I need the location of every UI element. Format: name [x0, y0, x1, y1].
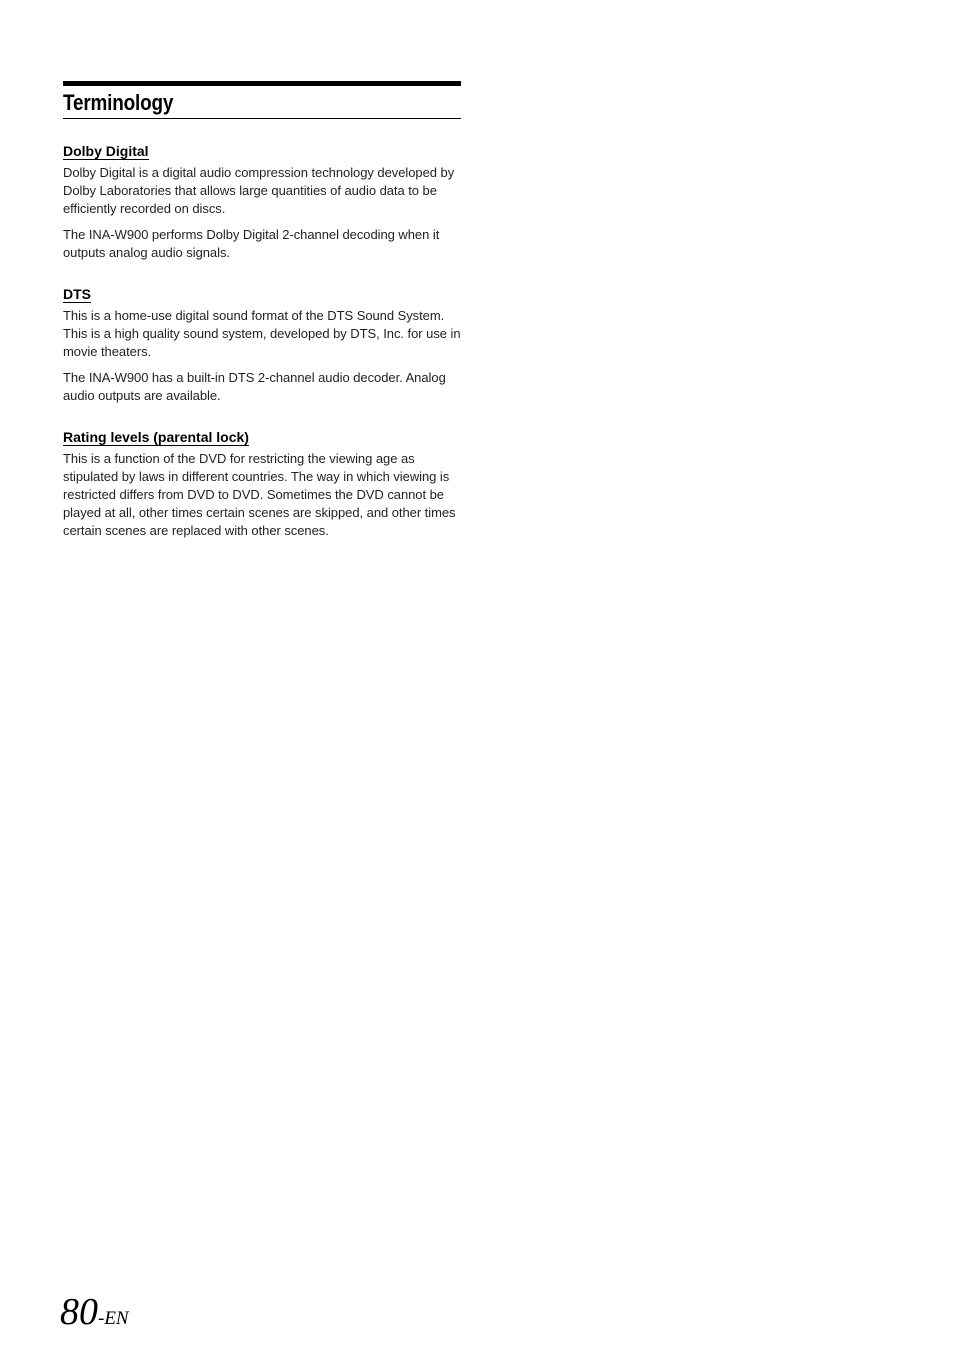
- paragraph: This is a home-use digital sound format of the DTS Sound System. This is a high quality sound system, developed by DTS, Inc. for use in movie theaters.: [63, 308, 461, 359]
- section-dolby-digital: [63, 143, 461, 262]
- paragraph: The INA-W900 performs Dolby Digital 2-channel decoding when it outputs analog audio signals.: [63, 227, 440, 260]
- section-dts: [63, 286, 461, 405]
- content-column: [63, 81, 461, 540]
- paragraph: This is a function of the DVD for restricting the viewing age as stipulated by laws in different countries. The way in which viewing is restricted differs from DVD to DVD. Sometimes the DVD cannot be played at all, other times certain scenes are skipped, and other times certain scenes are replaced with other scenes.: [63, 451, 456, 538]
- section-heading-rating-levels: Rating levels (parental lock): [63, 429, 249, 445]
- page-number-suffix: -EN: [98, 1308, 129, 1329]
- title-block: [63, 81, 461, 119]
- page-number: [60, 1290, 129, 1334]
- section-heading-dolby-digital: Dolby Digital: [63, 143, 149, 159]
- section-heading-dts: DTS: [63, 286, 91, 302]
- page-number-value: 80: [60, 1291, 98, 1333]
- paragraph: The INA-W900 has a built-in DTS 2-channel audio decoder. Analog audio outputs are available.: [63, 370, 446, 403]
- paragraph: Dolby Digital is a digital audio compression technology developed by Dolby Laboratories that allows large quantities of audio data to be efficiently recorded on discs.: [63, 165, 455, 216]
- page-title: Terminology: [63, 90, 174, 115]
- section-rating-levels: [63, 429, 461, 540]
